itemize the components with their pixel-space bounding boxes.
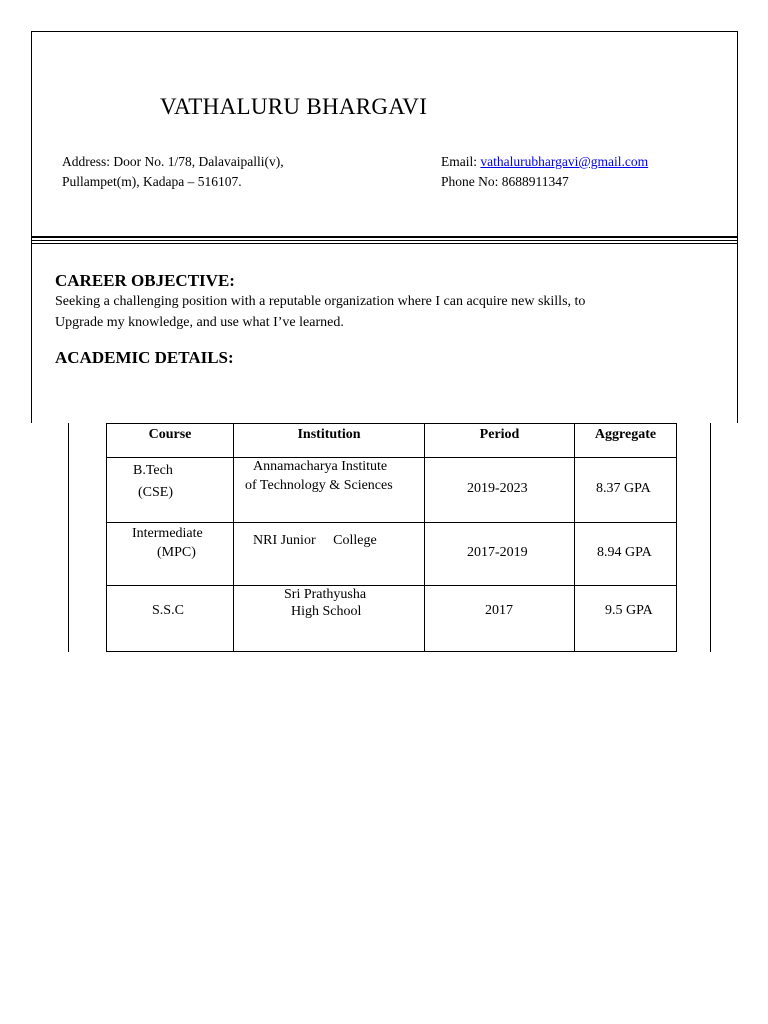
career-objective-text-line-1: Seeking a challenging position with a reputable organization where I can acquire new skills, to [55,294,586,309]
page-border-right [710,423,711,652]
phone-number: Phone No: 8688911347 [441,174,569,189]
email-link[interactable]: vathalurubhargavi@gmail.com [480,154,649,169]
period-value: 2017-2019 [467,545,528,560]
address-line-2: Pullampet(m), Kadapa – 516107. [62,174,242,189]
cell-course [107,523,234,586]
cell-aggregate [575,458,677,523]
institution-line-1: Sri Prathyusha [284,587,367,602]
course-name: S.S.C [152,603,184,618]
table-header-row [107,424,677,458]
course-name: Intermediate [132,526,203,541]
period-value: 2017 [485,603,513,618]
cell-course [107,586,234,652]
academic-details-heading: ACADEMIC DETAILS: [55,348,234,367]
address-line-1: Address: Door No. 1/78, Dalavaipalli(v), [62,154,284,169]
table-row [107,523,677,586]
career-objective-heading: CAREER OBJECTIVE: [55,271,235,290]
aggregate-value: 9.5 GPA [605,603,653,618]
cell-institution [234,523,425,586]
cell-institution [234,586,425,652]
table-row [107,586,677,652]
period-value: 2019-2023 [467,481,528,496]
column-header-period: Period [425,424,575,458]
cell-period [425,523,575,586]
institution-line-1: Annamacharya Institute [253,459,388,474]
institution-line-2: of Technology & Sciences [245,478,393,493]
aggregate-value: 8.94 GPA [597,545,652,560]
institution-line-1: NRI Junior College [253,533,377,548]
cell-course [107,458,234,523]
email-label: Email: [441,154,481,169]
course-name: B.Tech [133,463,173,478]
aggregate-value: 8.37 GPA [596,481,651,496]
course-branch: (MPC) [157,545,196,560]
email-line [441,154,648,170]
career-objective-text-line-2: Upgrade my knowledge, and use what I’ve learned. [55,315,344,330]
divider-rule [31,240,738,241]
cell-institution [234,458,425,523]
page-border-left [68,423,69,652]
table-row [107,458,677,523]
academic-details-table [106,423,677,652]
column-header-aggregate: Aggregate [575,424,677,458]
divider-rule [31,236,738,238]
course-branch: (CSE) [138,485,173,500]
institution-line-2: High School [291,604,362,619]
column-header-institution: Institution [234,424,425,458]
cell-period [425,458,575,523]
cell-aggregate [575,586,677,652]
cell-period [425,586,575,652]
candidate-name: VATHALURU BHARGAVI [160,94,428,119]
cell-aggregate [575,523,677,586]
divider-rule [31,243,738,244]
column-header-course: Course [107,424,234,458]
